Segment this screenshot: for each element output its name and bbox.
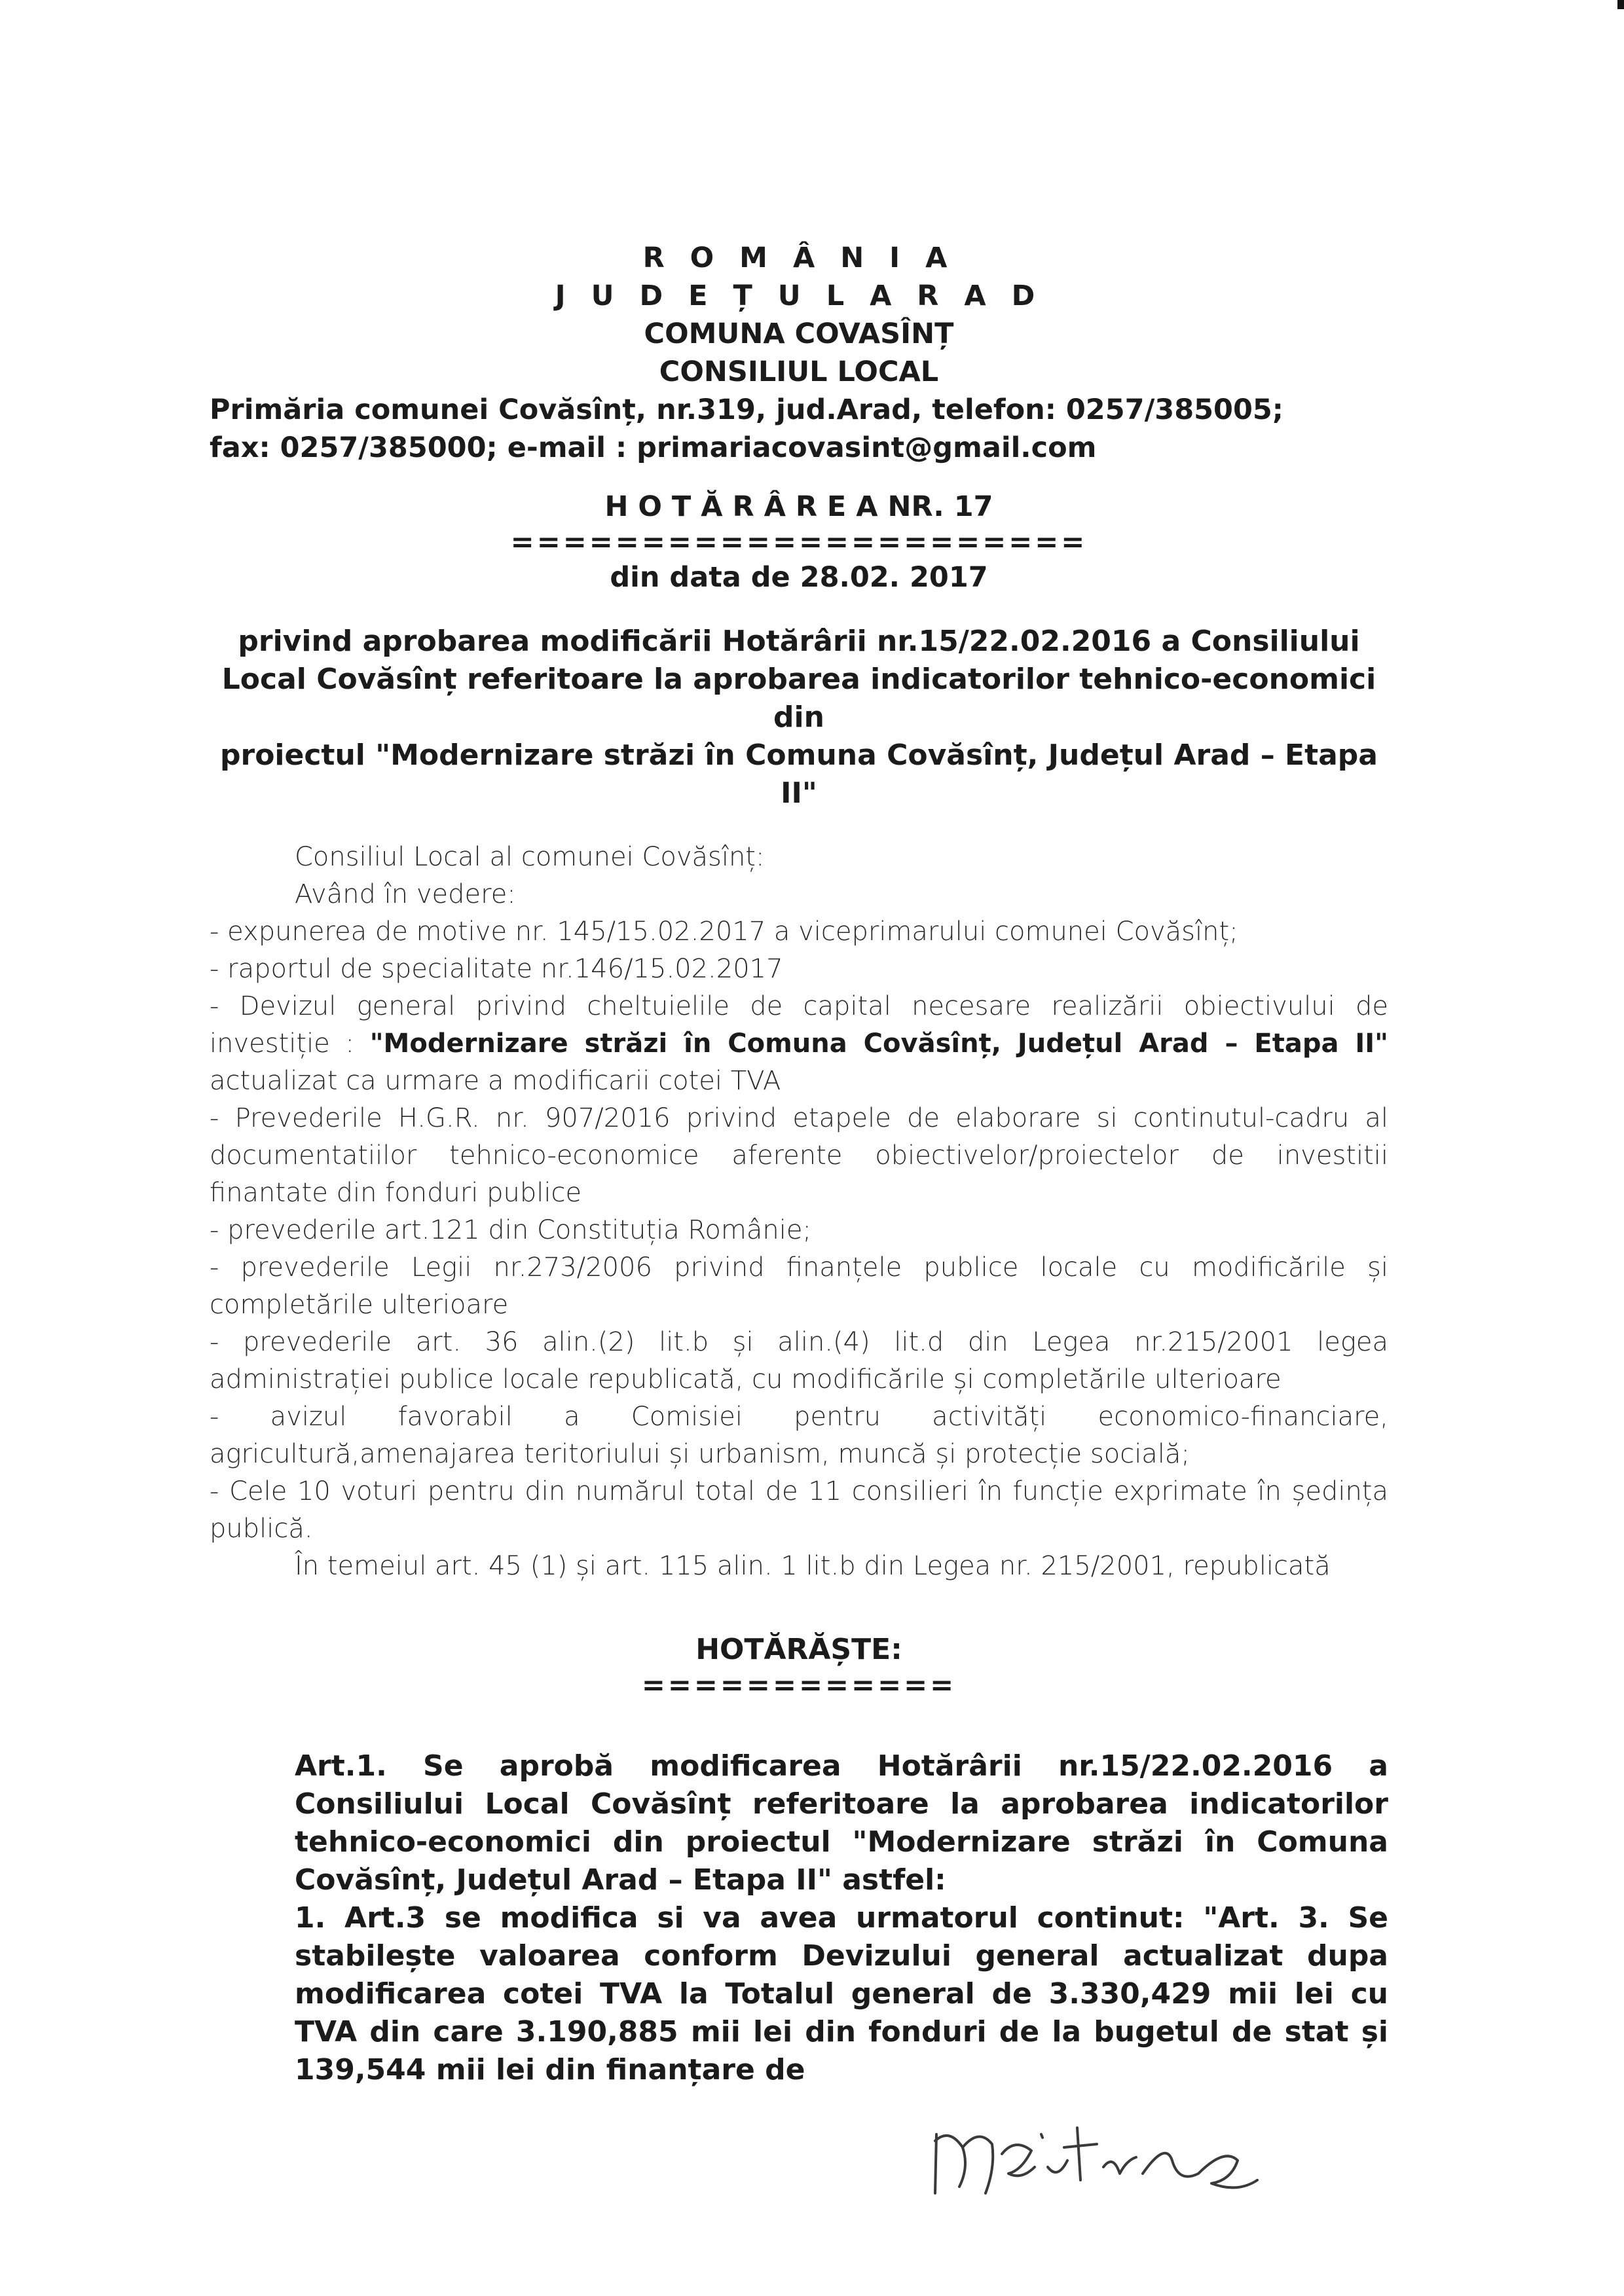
preamble-item: - prevederile art. 36 alin.(2) lit.b și alin.(4) lit.d din Legea nr.215/2001 legea administrației publice locale republicată, cu modificările și completările ulterioare bbox=[210, 1327, 1388, 1394]
country-name: R O M Â N I A bbox=[642, 242, 955, 274]
decides-label: HOTĂRĂȘTE: bbox=[695, 1633, 902, 1666]
item-text: actualizat ca urmare a modificarii cotei TVA bbox=[210, 1066, 781, 1096]
contact-line-1: Primăria comunei Covăsînț, nr.319, jud.Arad, telefon: 0257/385005; bbox=[210, 393, 1283, 426]
document-page bbox=[210, 239, 1388, 2089]
decides-heading bbox=[210, 1631, 1388, 1702]
item-text: - Devizul general privind cheltuielile de capital necesare realizării obiectivului de investiție : bbox=[210, 991, 1388, 1059]
legal-basis: În temeiul art. 45 (1) și art. 115 alin. 1 lit.b din Legea nr. 215/2001, republicată bbox=[295, 1551, 1331, 1581]
council-name: CONSILIUL LOCAL bbox=[659, 355, 939, 388]
scan-corner-mark bbox=[1617, 0, 1624, 9]
project-name: "Modernizare străzi în Comuna Covăsînț, Județul Arad – Etapa II" bbox=[369, 1029, 1388, 1059]
decision-title: H O T Ă R Â R E A NR. 17 bbox=[604, 490, 993, 523]
considering-label: Având în vedere: bbox=[295, 879, 516, 909]
handwritten-signature bbox=[923, 2121, 1264, 2219]
article-1 bbox=[210, 1747, 1388, 2089]
commune-name: COMUNA COVASÎNȚ bbox=[644, 318, 954, 350]
contact-line-2: fax: 0257/385000; e-mail : primariacovasint@gmail.com bbox=[210, 431, 1097, 464]
subject-line-3: proiectul "Modernizare străzi în Comuna Covăsînț, Județul Arad – Etapa II" bbox=[220, 738, 1378, 810]
preamble-item: - raportul de specialitate nr.146/15.02.2017 bbox=[210, 954, 783, 984]
preamble-item: - Cele 10 voturi pentru din numărul total de 11 consilieri în funcție exprimate în ședința publică. bbox=[210, 1476, 1388, 1544]
preamble-item: - Prevederile H.G.R. nr. 907/2016 privind etapele de elaborare si continutul-cadru al documentatiilor tehnico-economice aferente obiectivelor/proiectelor de investitii finantate din fonduri publice bbox=[210, 1103, 1388, 1208]
preamble-item: - prevederile Legii nr.273/2006 privind finanțele publice locale cu modificările și completările ulterioare bbox=[210, 1252, 1388, 1320]
document-header bbox=[210, 239, 1388, 467]
article-1-text: Art.1. Se aprobă modificarea Hotărârii nr.15/22.02.2016 a Consiliului Local Covăsînț referitoare la aprobarea indicatorilor tehnico-economici din proiectul "Modernizare străzi în Comuna Covăsînț, Județul Arad – Etapa II" astfel: bbox=[295, 1749, 1388, 1897]
decision-date: din data de 28.02. 2017 bbox=[610, 561, 988, 594]
preamble bbox=[210, 839, 1388, 1585]
preamble-item: - expunerea de motive nr. 145/15.02.2017 a viceprimarului comunei Covăsînț; bbox=[210, 917, 1238, 947]
council-intro: Consiliul Local al comunei Covăsînț: bbox=[295, 842, 765, 872]
decision-subject bbox=[210, 623, 1388, 812]
preamble-item bbox=[210, 988, 1388, 1100]
preamble-item: - avizul favorabil a Comisiei pentru activități economico-financiare, agricultură,amenajarea teritoriului și urbanism, muncă și protecție socială; bbox=[210, 1402, 1388, 1469]
subject-line-2: Local Covăsînț referitoare la aprobarea indicatorilor tehnico-economici din bbox=[221, 663, 1376, 734]
article-1-point-1: 1. Art.3 se modifica si va avea urmatorul continut: "Art. 3. Se stabilește valoarea conform Devizului general actualizat dupa modificarea cotei TVA la Totalul general de 3.330,429 mii lei cu TVA din care 3.190,885 mii lei din fonduri de la bugetul de stat și 139,544 mii lei din finanțare de bbox=[295, 1901, 1388, 2086]
county-name: J U D E Ț U L A R A D bbox=[555, 280, 1043, 312]
subject-line-1: privind aprobarea modificării Hotărârii nr.15/22.02.2016 a Consiliului bbox=[238, 625, 1360, 658]
title-separator: ====================== bbox=[510, 526, 1088, 558]
preamble-item: - prevederile art.121 din Constituția Românie; bbox=[210, 1215, 811, 1245]
decides-separator: ============ bbox=[641, 1669, 957, 1702]
